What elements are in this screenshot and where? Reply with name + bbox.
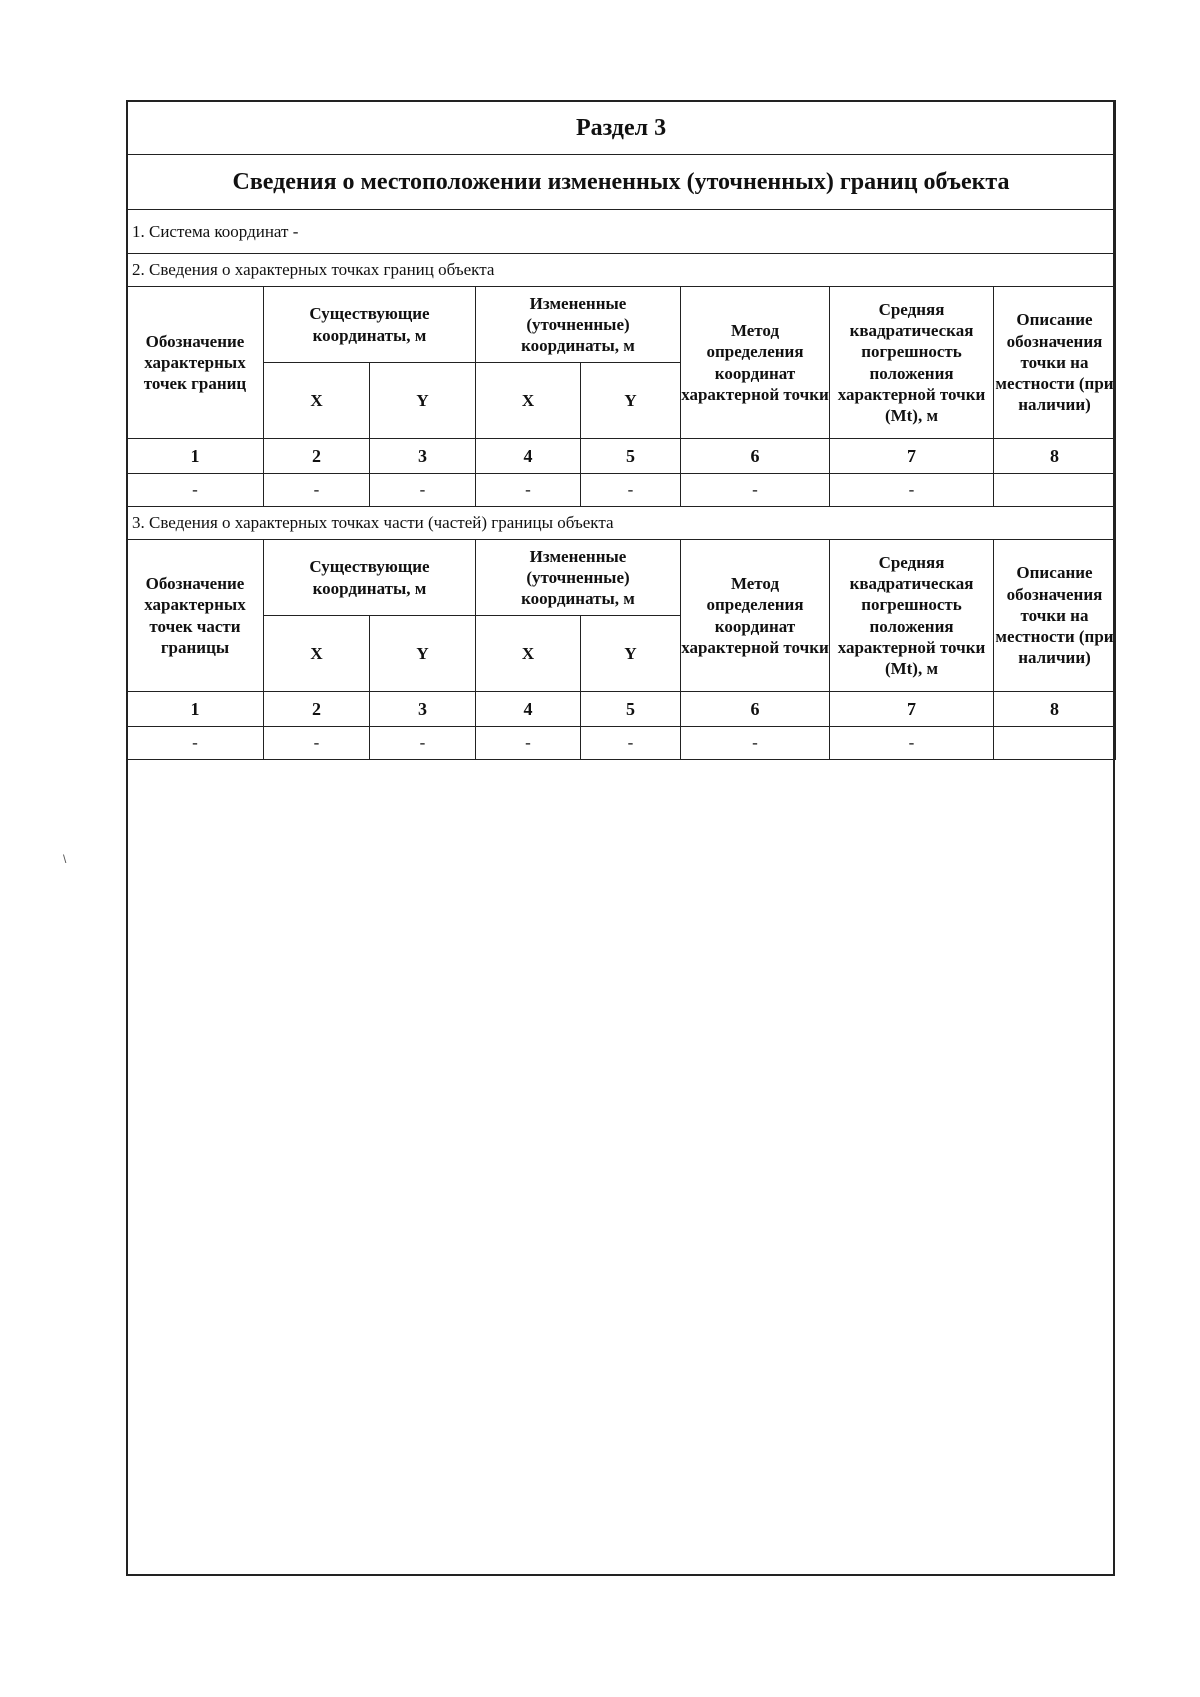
table1-column-numbers [127,439,1116,474]
table2-cell: - [476,727,581,760]
table-row [127,474,1116,507]
table2-colnum: 6 [681,692,830,727]
table1-header-existing: Существующие координаты, м [264,287,476,363]
table2-header-description: Описание обозначения точки на местности (при наличии) [994,540,1116,692]
table2-header-y-changed: Y [581,616,681,692]
table2-cell: - [264,727,370,760]
table1-colnum: 3 [370,439,476,474]
table2-header-y-existing: Y [370,616,476,692]
table2-colnum: 1 [127,692,264,727]
table1-header-description: Описание обозначения точки на местности (при наличии) [994,287,1116,439]
table2-colnum: 5 [581,692,681,727]
table1-header-y-existing: Y [370,363,476,439]
table1-cell: - [476,474,581,507]
table2-cell: - [681,727,830,760]
table1-header-x-changed: X [476,363,581,439]
table1-cell: - [681,474,830,507]
table1-header-x-existing: X [264,363,370,439]
table1-colnum: 4 [476,439,581,474]
table2-header-designation: Обозначение характерных точек части границы [127,540,264,692]
table1-cell: - [370,474,476,507]
table1-header-y-changed: Y [581,363,681,439]
table2-cell: - [830,727,994,760]
table2-cell: - [370,727,476,760]
boundary-info-table [126,100,1116,760]
table1-header-method: Метод определения координат характерной точки [681,287,830,439]
table1-cell: - [830,474,994,507]
table1-header-changed: Измененные (уточненные) координаты, м [476,287,681,363]
table2-colnum: 2 [264,692,370,727]
table2-cell [994,727,1116,760]
table2-caption: 3. Сведения о характерных точках части (частей) границы объекта [127,507,1116,540]
table2-header-x-existing: X [264,616,370,692]
coordinate-system-line: 1. Система координат - [127,210,1116,254]
table2-header-changed: Измененные (уточненные) координаты, м [476,540,681,616]
table2-cell: - [581,727,681,760]
table1-cell [994,474,1116,507]
table1-colnum: 7 [830,439,994,474]
section-title: Раздел 3 [127,101,1116,155]
table2-header-x-changed: X [476,616,581,692]
table1-colnum: 8 [994,439,1116,474]
table2-cell: - [127,727,264,760]
table2-colnum: 7 [830,692,994,727]
table1-colnum: 1 [127,439,264,474]
table2-header-existing: Существующие координаты, м [264,540,476,616]
margin-mark: \ [63,852,67,866]
table1-caption: 2. Сведения о характерных точках границ объекта [127,254,1116,287]
table-row [127,727,1116,760]
table2-colnum: 3 [370,692,476,727]
section-subtitle: Сведения о местоположении измененных (уточненных) границ объекта [127,155,1116,210]
table2-header-mse: Средняя квадратическая погрешность положения характерной точки (Mt), м [830,540,994,692]
table2-column-numbers [127,692,1116,727]
table1-header-designation: Обозначение характерных точек границ [127,287,264,439]
table1-header-mse: Средняя квадратическая погрешность положения характерной точки (Mt), м [830,287,994,439]
table2-header-method: Метод определения координат характерной точки [681,540,830,692]
table1-colnum: 2 [264,439,370,474]
table1-colnum: 5 [581,439,681,474]
table1-cell: - [264,474,370,507]
table2-colnum: 4 [476,692,581,727]
table2-colnum: 8 [994,692,1116,727]
table1-colnum: 6 [681,439,830,474]
table1-cell: - [581,474,681,507]
table1-cell: - [127,474,264,507]
